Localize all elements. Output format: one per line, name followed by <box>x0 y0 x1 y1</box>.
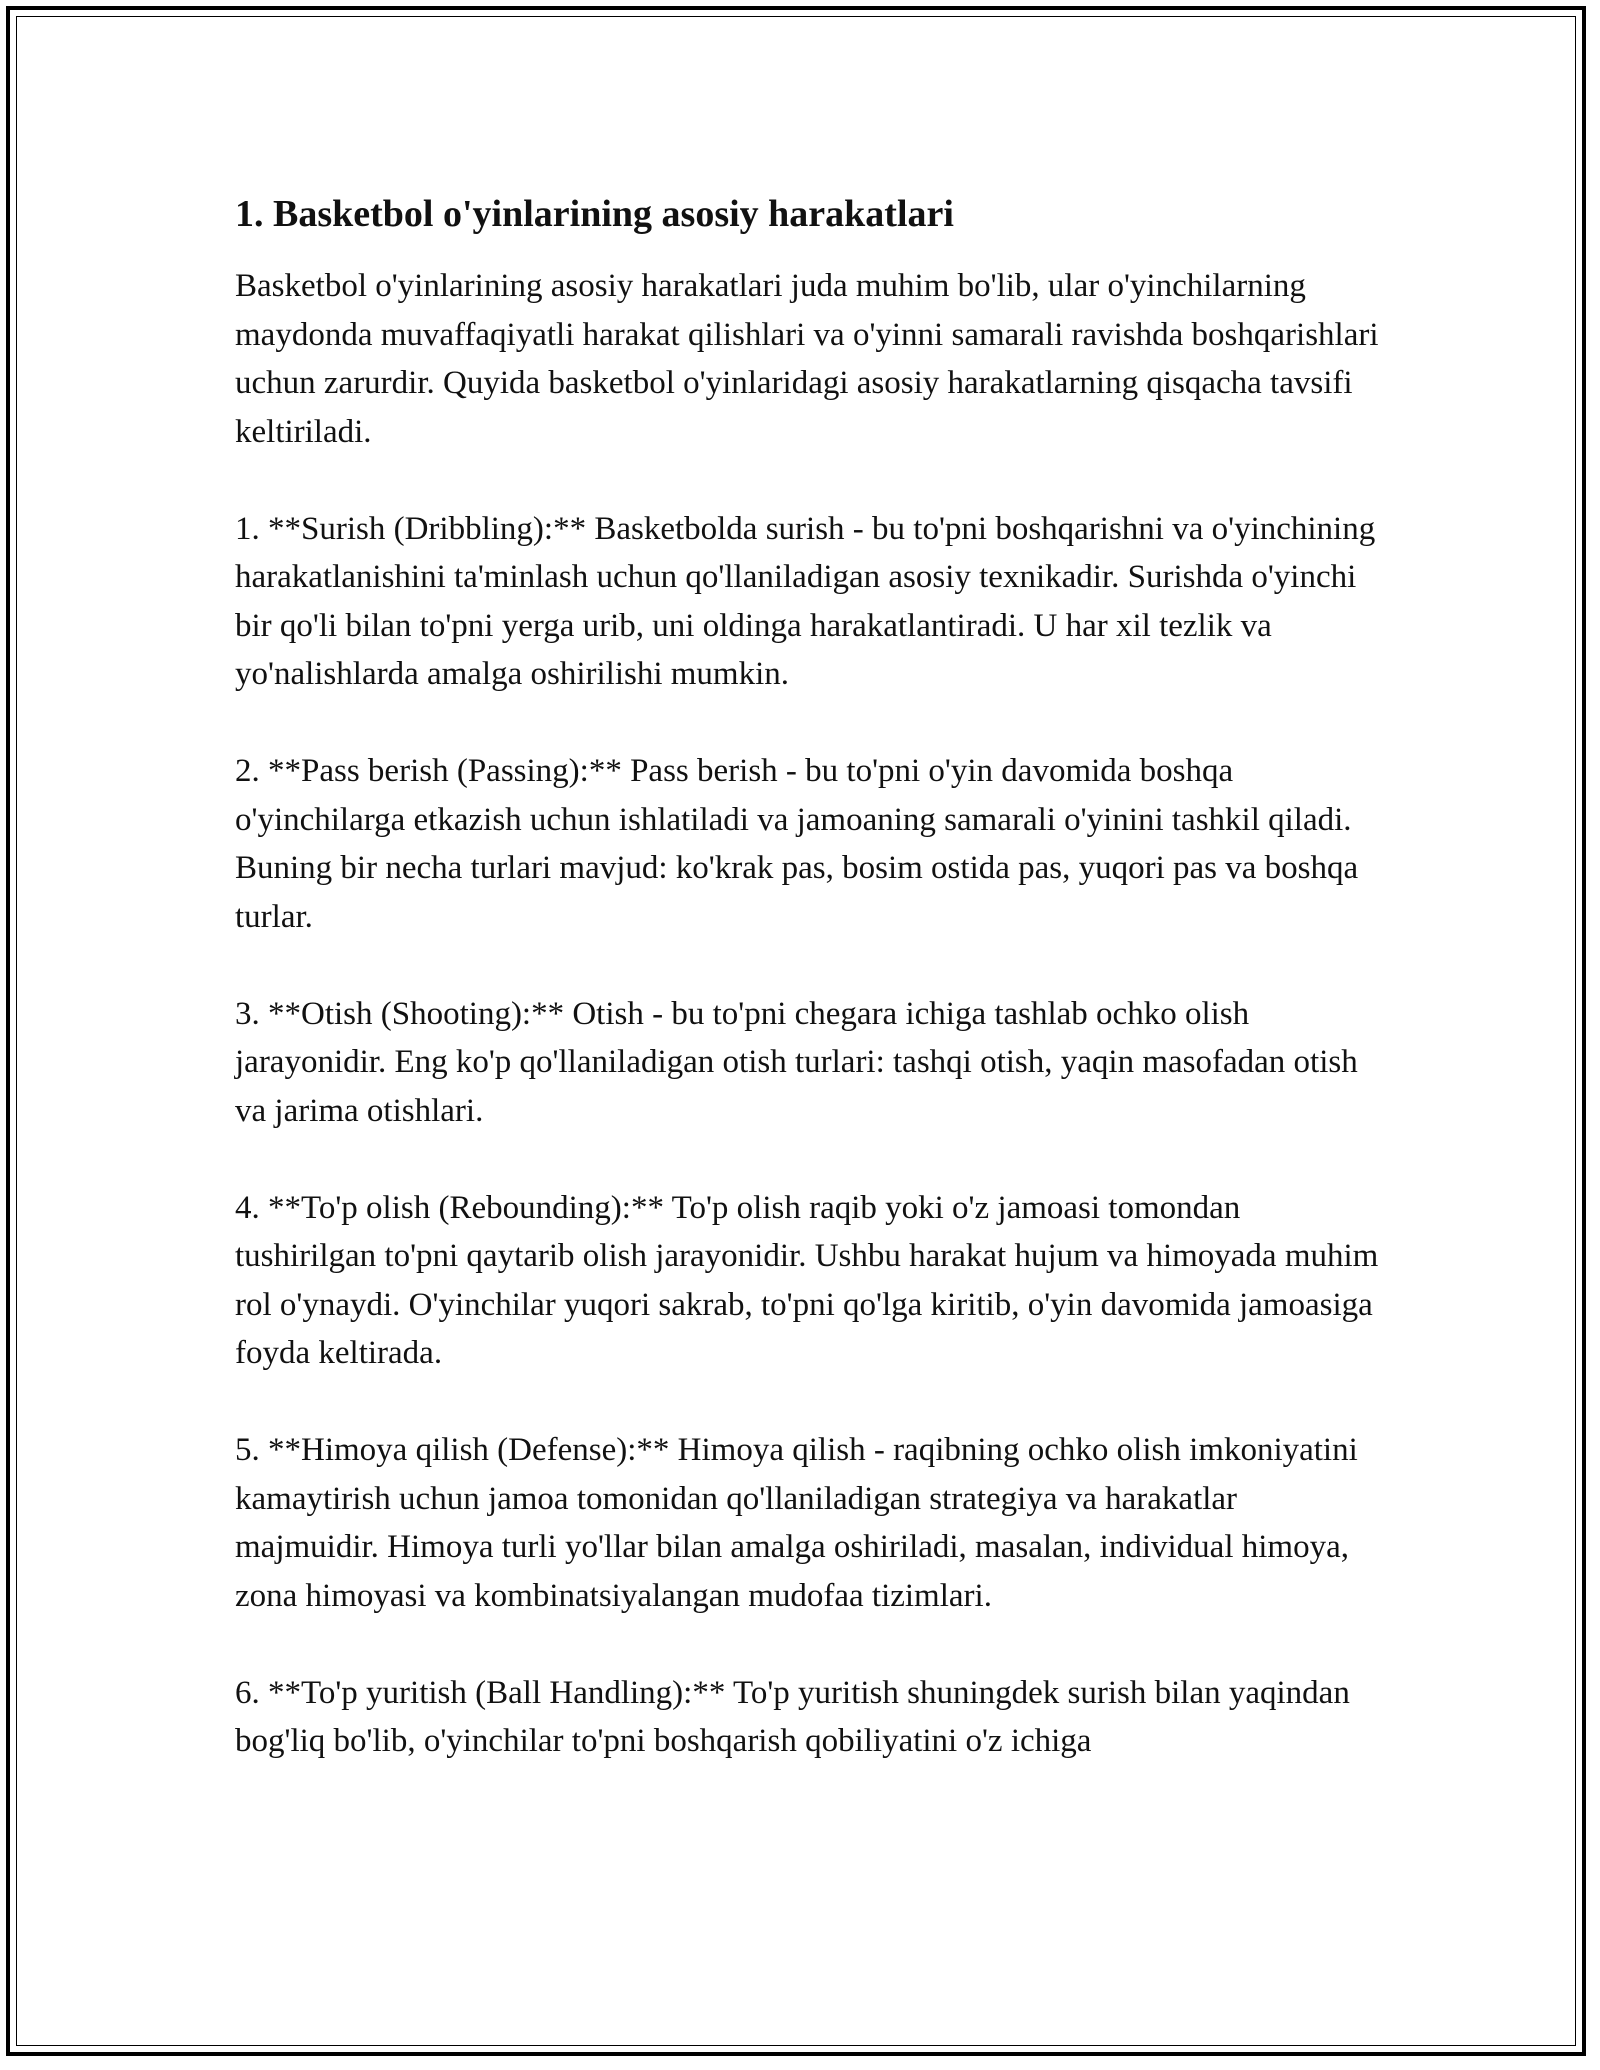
intro-paragraph: Basketbol o'yinlarining asosiy harakatlari juda muhim bo'lib, ular o'yinchilarning maydonda muvaffaqiyatli harakat qilishlari va o'yinni samarali ravishda boshqarishlari uchun zarurdir. Quyida basketbol o'yinlaridagi asosiy harakatlarning qisqacha tavsifi keltiriladi. <box>235 268 1379 450</box>
paragraph-ball-handling: 6. **To'p yuritish (Ball Handling):** To'p yuritish shuningdek surish bilan yaqindan bog'liq bo'lib, o'yinchilar to'pni boshqarish qobiliyatini o'z ichiga <box>235 1674 1350 1759</box>
paragraph-rebounding: 4. **To'p olish (Rebounding):** To'p olish raqib yoki o'z jamoasi tomondan tushirilgan to'pni qaytarib olish jarayonidir. Ushbu harakat hujum va himoyada muhim rol o'ynaydi. O'yinchilar yuqori sakrab, to'pni qo'lga kiritib, o'yin davomida jamoasiga foyda keltirada. <box>235 1189 1379 1371</box>
document-body <box>235 188 1380 1814</box>
paragraph-defense: 5. **Himoya qilish (Defense):** Himoya qilish - raqibning ochko olish imkoniyatini kamaytirish uchun jamoa tomonidan qo'llaniladigan strategiya va harakatlar majmuidir. Himoya turli yo'llar bilan amalga oshiriladi, masalan, individual himoya, zona himoyasi va kombinatsiyalangan mudofaa tizimlari. <box>235 1432 1358 1614</box>
section-heading: 1. Basketbol o'yinlarining asosiy harakatlari <box>235 193 954 235</box>
paragraph-dribbling: 1. **Surish (Dribbling):** Basketbolda surish - bu to'pni boshqarishni va o'yinchining harakatlanishini ta'minlash uchun qo'llaniladigan asosiy texnikadir. Surishda o'yinchi bir qo'li bilan to'pni yerga urib, uni oldinga harakatlantiradi. U har xil tezlik va yo'nalishlarda amalga oshirilishi mumkin. <box>235 510 1376 692</box>
paragraph-passing: 2. **Pass berish (Passing):** Pass berish - bu to'pni o'yin davomida boshqa o'yinchilarga etkazish uchun ishlatiladi va jamoaning samarali o'yinini tashkil qiladi. Buning bir necha turlari mavjud: ko'krak pas, bosim ostida pas, yuqori pas va boshqa turlar. <box>235 753 1359 935</box>
paragraph-shooting: 3. **Otish (Shooting):** Otish - bu to'pni chegara ichiga tashlab ochko olish jarayonidir. Eng ko'p qo'llaniladigan otish turlari: tashqi otish, yaqin masofadan otish va jarima otishlari. <box>235 995 1358 1129</box>
